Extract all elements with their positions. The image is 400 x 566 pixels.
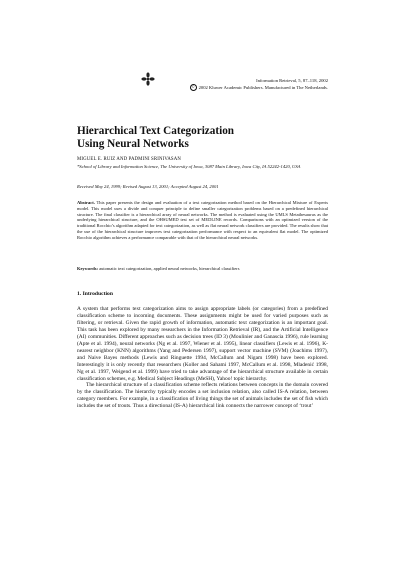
copyright-text: 2002 Kluwer Academic Publishers. Manufactured in The Netherlands. [198, 84, 328, 90]
title-line-1: Hierarchical Text Categorization [77, 125, 235, 137]
paragraph-2: The hierarchical structure of a classification scheme reflects relations between concepts in the domain covered by the classification. The hierarchy typically encodes a set inclusion relation, also called IS-A relation, between category members. For example, in a classification of living things the set of animals includes the set of fish which includes the set of trouts. Thus a directional (IS-A) hierarchical link connects the narrower concept of ‘trout’ [77, 382, 328, 410]
paragraph-1: A system that performs text categorization aims to assign appropriate labels (or categories) from a predefined classification scheme to incoming documents. These assignments might be used for varied purposes such as filtering, or retrieval. Given the rapid growth of information, automatic text categorization is an important goal. This task has been explored by many researchers in the Information Retrieval (IR), and the Artificial Intelligence (AI) communities. Different approaches such as decision trees (ID 3) (Moulinier and Ganascia 1996), rule learning (Apte et al. 1994), neural networks (Ng et al. 1997, Wiener et al. 1995), linear classifiers (Lewis et al. 1996), K-nearest neighbor (KNN) algorithms (Yang and Pedersen 1997), support vector machine (SVM) (Joachims 1997), and Naive Bayes methods (Lewis and Ringuette 1994, McCallum and Nigam 1998) have been explored. Interestingly it is only recently that researchers (Koller and Sahami 1997, McCallum et al. 1998, Mladenić 1998, Ng et al. 1997, Weigend et al. 1999) have tried to take advantage of the hierarchical structure available in certain classification schemes, e.g. Medical Subject Headings (MeSH), Yahoo! topic hierarchy. [77, 306, 328, 382]
copyright-line [190, 84, 328, 91]
keywords-label: Keywords: [77, 266, 98, 271]
authors: MIGUEL E. RUIZ AND PADMINI SRINIVASAN [77, 157, 181, 162]
title-line-2: Using Neural Networks [77, 138, 189, 150]
section-heading: 1. Introduction [77, 291, 113, 297]
submission-dates: Received May 24, 1999; Revised August 13, 2001; Accepted August 24, 2001 [77, 184, 219, 189]
keywords-text: automatic text categorization, applied neural networks, hierarchical classifiers [99, 266, 240, 271]
abstract-text: This paper presents the design and evaluation of a text categorization method based on the Hierarchical Mixture of Experts model. This model uses a divide and conquer principle to define smaller categorization problems based on a predefined hierarchical structure. The final classifier is a hierarchical array of neural networks. The method is evaluated using the UMLS Metathesaurus as the underlying hierarchical structure, and the OHSUMED test set of MEDLINE records. Comparisons with an optimized version of the traditional Rocchio’s algorithm adapted for text categorization, as well as flat neural network classifiers are provided. The results show that the use of the hierarchical structure improves text categorization performance with respect to an equivalent flat model. The optimized Rocchio algorithm achieves a performance comparable with that of the hierarchical neural networks. [77, 200, 328, 240]
journal-citation: Information Retrieval, 5, 87–118, 2002 [256, 78, 328, 83]
publisher-logo-icon [141, 72, 155, 86]
affiliation: *School of Library and Information Science, The University of Iowa, 3087 Main Library, Iowa City, IA 52242-1420, USA [77, 164, 301, 169]
paper-title [77, 125, 234, 151]
keywords [77, 266, 328, 271]
copyright-icon: © [190, 84, 197, 91]
abstract-label: Abstract. [77, 200, 95, 205]
body-text [77, 306, 328, 410]
journal-header [190, 78, 328, 91]
abstract [77, 200, 328, 240]
